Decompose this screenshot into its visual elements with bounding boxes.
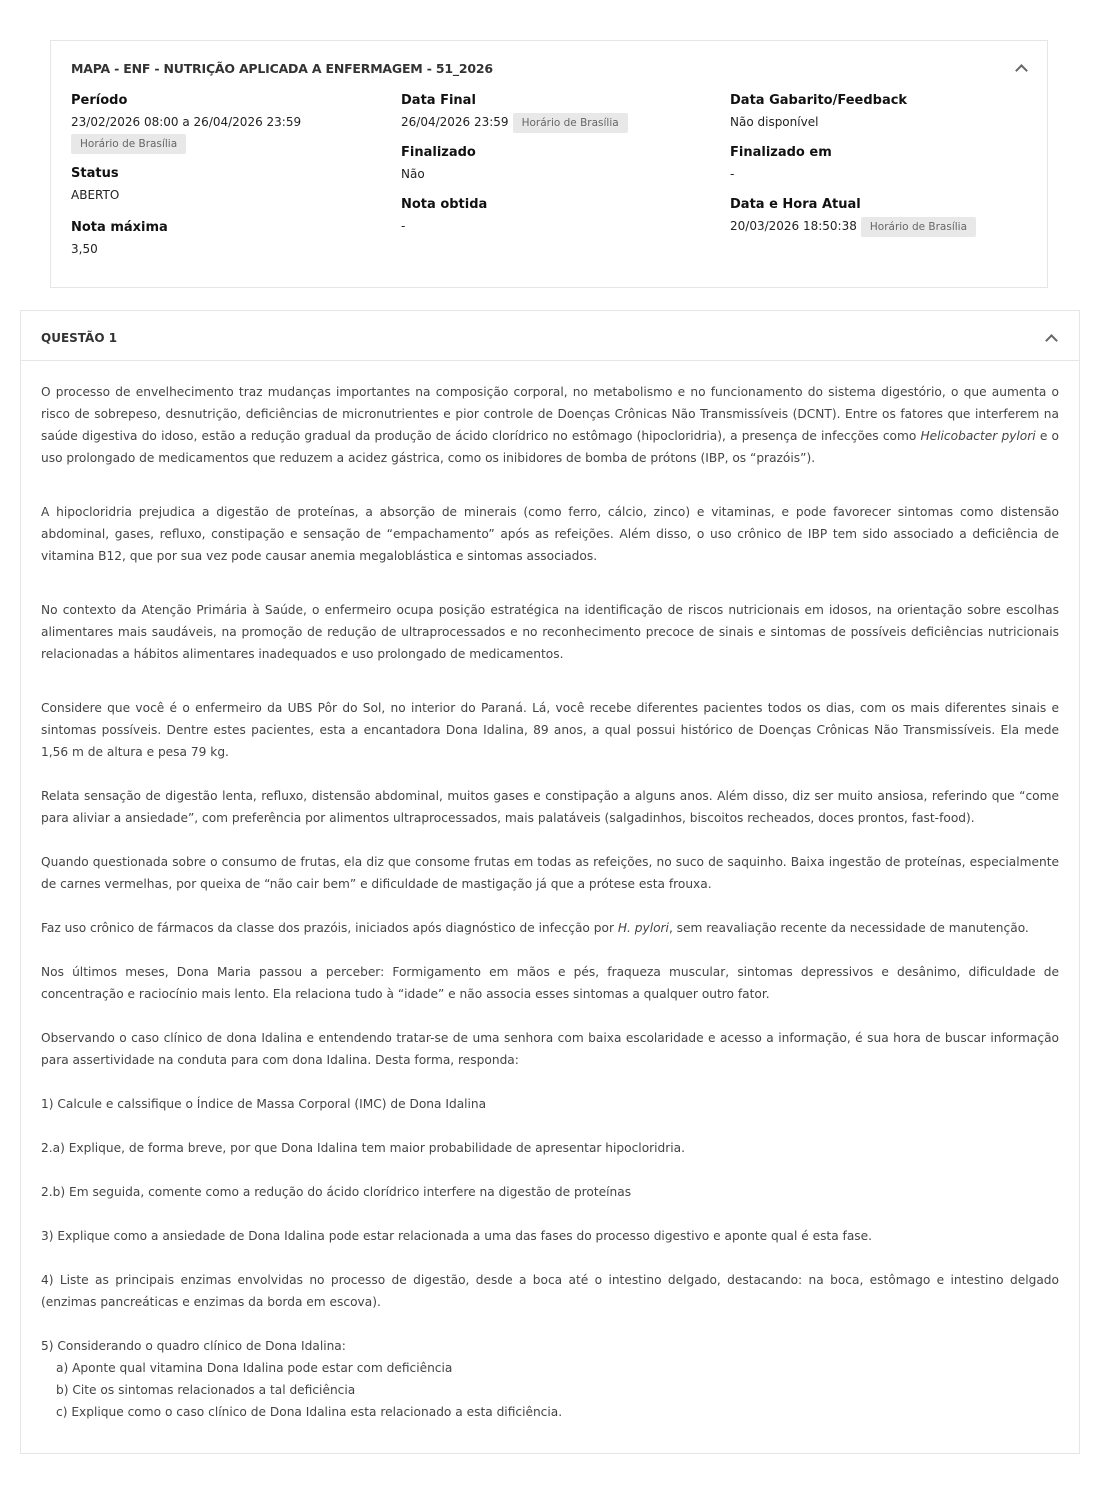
nota-obtida-label: Nota obtida: [401, 197, 488, 212]
paragraph: Considere que você é o enfermeiro da UBS Pôr do Sol, no interior do Paraná. Lá, você recebe diferentes pacientes todos os dias, com os mais diferentes sinais e sintomas possíveis. Dentre estes pacientes, esta a encantadora Dona Idalina, 89 anos, a qual possui histórico de Doenças Crônicas Não Transmissíveis. Ela mede 1,56 m de altura e pesa 79 kg.: [41, 701, 1059, 759]
nota-obtida-value: -: [401, 219, 406, 233]
paragraph: Relata sensação de digestão lenta, refluxo, distensão abdominal, muitos gases e constipação a alguns anos. Além disso, diz ser muito ansiosa, referindo que “come para aliviar a ansiedade”, com preferência por alimentos ultraprocessados, mais palatáveis (salgadinhos, biscoitos recheados, doces prontos, fast-food).: [41, 789, 1059, 825]
chevron-up-icon[interactable]: [1045, 334, 1058, 347]
data-final-value: 26/04/2026 23:59: [401, 115, 509, 129]
nota-maxima-value: 3,50: [71, 241, 98, 256]
paragraph: Faz uso crônico de fármacos da classe dos prazóis, iniciados após diagnóstico de infecção por H. pylori, sem reavaliação recente da necessidade de manutenção.: [41, 921, 1029, 935]
paragraph: A hipocloridria prejudica a digestão de proteínas, a absorção de minerais (como ferro, cálcio, zinco) e vitaminas, e pode favorecer sintomas como distensão abdominal, gases, refluxo, constipação e sensação de “empachamento” após as refeições. Além disso, o uso crônico de IBP tem sido associado a deficiência de vitamina B12, que por sua vez pode causar anemia megaloblástica e sintomas associados.: [41, 505, 1059, 563]
question-item-2a: 2.a) Explique, de forma breve, por que Dona Idalina tem maior probabilidade de apresentar hipocloridria.: [41, 1141, 686, 1155]
paragraph: O processo de envelhecimento traz mudanças importantes na composição corporal, no metabolismo e no funcionamento do sistema digestório, o que aumenta o risco de sobrepeso, desnutrição, deficiências de micronutrientes e pior controle de Doenças Crônicas Não Transmissíveis (DCNT). Entre os fatores que interferem na saúde digestiva do idoso, estão a redução gradual da produção de ácido clorídrico no estômago (hipocloridria), a presença de infecções como Helicobacter pylori e o uso prolongado de medicamentos que reduzem a acidez gástrica, como os inibidores de bomba de prótons (IBP, os “prazóis”).: [41, 385, 1059, 465]
data-final-label: Data Final: [401, 93, 476, 108]
question-body: [21, 361, 1079, 1453]
paragraph: Observando o caso clínico de dona Idalina e entendendo tratar-se de uma senhora com baixa escolaridade e acesso a informação, é sua hora de buscar informação para assertividade na conduta para com dona Idalina. Desta forma, responda:: [41, 1031, 1059, 1067]
question-item-2b: 2.b) Em seguida, comente como a redução do ácido clorídrico interfere na digestão de proteínas: [41, 1185, 632, 1199]
timezone-badge: Horário de Brasília: [861, 217, 976, 237]
paragraph: Quando questionada sobre o consumo de frutas, ela diz que consome frutas em todas as refeições, no suco de saquinho. Baixa ingestão de proteínas, especialmente de carnes vermelhas, por queixa de “não cair bem” e dificuldade de mastigação já que a prótese esta frouxa.: [41, 855, 1059, 891]
assignment-title: MAPA - ENF - NUTRIÇÃO APLICADA A ENFERMAGEM - 51_2026: [71, 61, 493, 76]
gabarito-value: Não disponível: [730, 115, 819, 129]
question-item-3: 3) Explique como a ansiedade de Dona Idalina pode estar relacionada a uma das fases do processo digestivo e aponte qual é esta fase.: [41, 1229, 873, 1243]
data-hora-atual-label: Data e Hora Atual: [730, 197, 861, 212]
finalizado-value: Não: [401, 167, 425, 181]
status-label: Status: [71, 165, 119, 181]
timezone-badge: Horário de Brasília: [513, 113, 628, 133]
question-header[interactable]: [21, 311, 1079, 361]
question-item-4: 4) Liste as principais enzimas envolvidas no processo de digestão, desde a boca até o intestino delgado, destacando: na boca, estômago e intestino delgado (enzimas pancreáticas e enzimas da borda em escova).: [41, 1273, 1059, 1309]
nota-maxima-label: Nota máxima: [71, 219, 168, 235]
paragraph: Nos últimos meses, Dona Maria passou a perceber: Formigamento em mãos e pés, fraqueza muscular, sintomas depressivos e desânimo, dificuldade de concentração e raciocínio mais lento. Ela relaciona tudo à “idade” e não associa esses sintomas a qualquer outro fator.: [41, 965, 1059, 1001]
question-item-1: 1) Calcule e calssifique o Índice de Massa Corporal (IMC) de Dona Idalina: [41, 1097, 487, 1111]
gabarito-label: Data Gabarito/Feedback: [730, 93, 908, 108]
question-item-5c: c) Explique como o caso clínico de Dona Idalina esta relacionado a esta dificiência.: [56, 1405, 563, 1419]
chevron-up-icon[interactable]: [1015, 64, 1028, 77]
assignment-info-card: [50, 40, 1048, 288]
timezone-badge: Horário de Brasília: [71, 134, 186, 154]
periodo-value: 23/02/2026 08:00 a 26/04/2026 23:59: [71, 115, 302, 129]
finalizado-em-label: Finalizado em: [730, 145, 832, 160]
periodo-label: Período: [71, 93, 128, 108]
question-item-5: 5) Considerando o quadro clínico de Dona Idalina:: [41, 1339, 346, 1353]
question-item-5b: b) Cite os sintomas relacionados a tal deficiência: [56, 1383, 356, 1397]
finalizado-label: Finalizado: [401, 145, 476, 160]
status-value: ABERTO: [71, 187, 120, 202]
data-hora-atual-value: 20/03/2026 18:50:38: [730, 219, 857, 233]
question-item-5a: a) Aponte qual vitamina Dona Idalina pode estar com deficiência: [56, 1361, 453, 1375]
paragraph: No contexto da Atenção Primária à Saúde, o enfermeiro ocupa posição estratégica na identificação de riscos nutricionais em idosos, na orientação sobre escolhas alimentares mais saudáveis, na promoção de redução de ultraprocessados e no reconhecimento precoce de sinais e sintomas de possíveis deficiências nutricionais relacionadas a hábitos alimentares inadequados e uso prolongado de medicamentos.: [41, 603, 1059, 661]
finalizado-em-value: -: [730, 167, 735, 181]
question-title: QUESTÃO 1: [41, 331, 118, 345]
question-card: [20, 310, 1080, 1454]
